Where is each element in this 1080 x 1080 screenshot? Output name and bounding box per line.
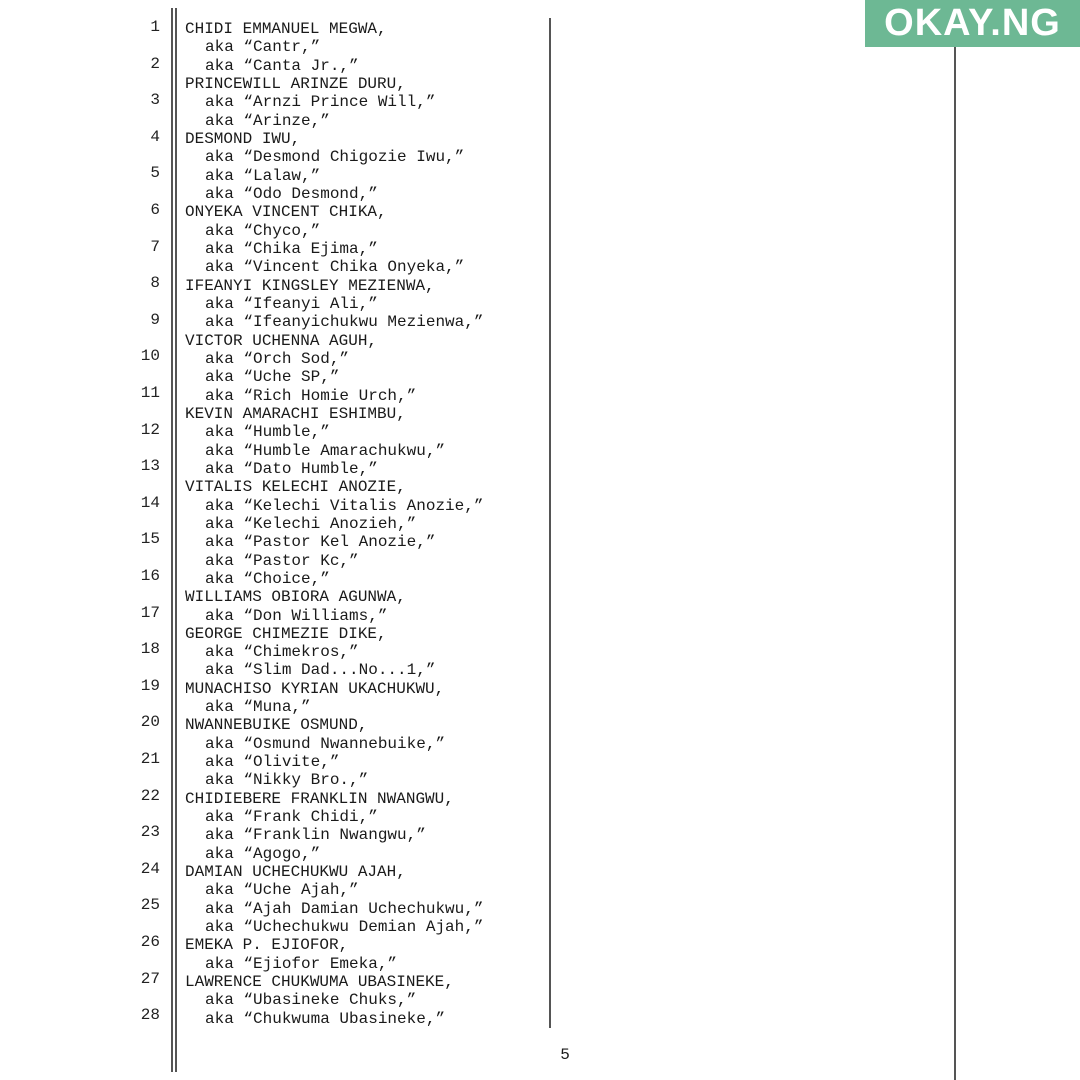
left-margin-rule-inner xyxy=(175,8,177,1072)
line-number: 19 xyxy=(140,676,160,695)
line-number: 4 xyxy=(150,127,160,146)
defendant-name: DESMOND IWU, xyxy=(185,129,301,148)
defendant-alias: aka “Arnzi Prince Will,” xyxy=(205,93,436,112)
defendant-alias: aka “Chyco,” xyxy=(205,221,321,240)
defendant-list xyxy=(185,20,483,1028)
defendant-alias: aka “Nikky Bro.,” xyxy=(205,771,369,790)
defendant-name: NWANNEBUIKE OSMUND, xyxy=(185,716,368,735)
line-number: 15 xyxy=(140,530,160,549)
line-number: 13 xyxy=(140,457,160,476)
defendant-name: IFEANYI KINGSLEY MEZIENWA, xyxy=(185,276,435,295)
defendant-alias: aka “Ifeanyi Ali,” xyxy=(205,294,378,313)
defendant-name: CHIDIEBERE FRANKLIN NWANGWU, xyxy=(185,789,454,808)
line-number: 12 xyxy=(140,420,160,439)
defendant-alias: aka “Kelechi Anozieh,” xyxy=(205,514,417,533)
defendant-alias: aka “Humble,” xyxy=(205,423,330,442)
defendant-name: MUNACHISO KYRIAN UKACHUKWU, xyxy=(185,679,445,698)
page-number: 5 xyxy=(560,1046,570,1064)
defendant-alias: aka “Pastor Kc,” xyxy=(205,551,359,570)
line-number: 1 xyxy=(150,18,160,36)
left-margin-rule xyxy=(171,8,173,1072)
defendant-alias: aka “Uchechukwu Demian Ajah,” xyxy=(205,918,484,937)
defendant-alias: aka “Ejiofor Emeka,” xyxy=(205,954,398,973)
line-number: 20 xyxy=(140,713,160,732)
line-number: 21 xyxy=(140,750,160,768)
defendant-alias: aka “Ubasineke Chuks,” xyxy=(205,991,417,1010)
line-number: 22 xyxy=(140,786,160,805)
defendant-alias: aka “Orch Sod,” xyxy=(205,349,350,368)
line-number: 9 xyxy=(150,310,160,329)
defendant-alias: aka “Odo Desmond,” xyxy=(205,184,378,203)
line-number: 24 xyxy=(140,859,160,878)
defendant-alias: aka “Ajah Damian Uchechukwu,” xyxy=(205,899,484,918)
line-number: 17 xyxy=(140,603,160,622)
defendant-name: DAMIAN UCHECHUKWU AJAH, xyxy=(185,863,406,882)
line-number: 11 xyxy=(140,384,160,402)
defendant-name: KEVIN AMARACHI ESHIMBU, xyxy=(185,404,406,423)
defendant-alias: aka “Uche Ajah,” xyxy=(205,881,359,900)
line-number: 8 xyxy=(150,274,160,293)
defendant-alias: aka “Ifeanyichukwu Mezienwa,” xyxy=(205,313,484,332)
defendant-alias: aka “Chimekros,” xyxy=(205,643,359,662)
defendant-alias: aka “Agogo,” xyxy=(205,844,321,863)
line-number: 25 xyxy=(140,896,160,915)
defendant-alias: aka “Desmond Chigozie Iwu,” xyxy=(205,148,465,167)
line-number: 16 xyxy=(140,567,160,585)
defendant-alias: aka “Cantr,” xyxy=(205,38,321,57)
defendant-alias: aka “Franklin Nwangwu,” xyxy=(205,826,426,845)
okay-ng-logo: OKAY.NG xyxy=(865,0,1080,47)
defendant-alias: aka “Don Williams,” xyxy=(205,606,388,625)
defendant-name: WILLIAMS OBIORA AGUNWA, xyxy=(185,588,406,607)
line-number: 7 xyxy=(150,237,160,256)
line-number: 6 xyxy=(150,201,160,219)
defendant-name: ONYEKA VINCENT CHIKA, xyxy=(185,203,387,222)
defendant-alias: aka “Arinze,” xyxy=(205,111,330,130)
column-right-rule xyxy=(549,18,551,1028)
defendant-alias: aka “Osmund Nwannebuike,” xyxy=(205,734,446,753)
defendant-alias: aka “Rich Homie Urch,” xyxy=(205,386,417,405)
defendant-alias: aka “Chukwuma Ubasineke,” xyxy=(205,1009,446,1028)
line-number: 23 xyxy=(140,823,160,842)
defendant-alias: aka “Olivite,” xyxy=(205,753,340,772)
defendant-alias: aka “Frank Chidi,” xyxy=(205,808,378,827)
defendant-name: LAWRENCE CHUKWUMA UBASINEKE, xyxy=(185,973,454,992)
defendant-name: EMEKA P. EJIOFOR, xyxy=(185,936,349,955)
line-number: 2 xyxy=(150,54,160,73)
defendant-alias: aka “Lalaw,” xyxy=(205,166,321,185)
defendant-alias: aka “Pastor Kel Anozie,” xyxy=(205,533,436,552)
defendant-alias: aka “Humble Amarachukwu,” xyxy=(205,441,446,460)
defendant-name: VICTOR UCHENNA AGUH, xyxy=(185,331,378,350)
line-number: 14 xyxy=(140,493,160,512)
line-number: 3 xyxy=(150,91,160,110)
page-right-rule xyxy=(954,0,956,1080)
line-number: 5 xyxy=(150,164,160,183)
defendant-alias: aka “Canta Jr.,” xyxy=(205,56,359,75)
defendant-alias: aka “Vincent Chika Onyeka,” xyxy=(205,258,465,277)
defendant-name: GEORGE CHIMEZIE DIKE, xyxy=(185,624,387,643)
defendant-alias: aka “Uche SP,” xyxy=(205,368,340,387)
defendant-name: CHIDI EMMANUEL MEGWA, xyxy=(185,20,387,38)
line-number: 26 xyxy=(140,933,160,951)
defendant-name: VITALIS KELECHI ANOZIE, xyxy=(185,478,406,497)
defendant-alias: aka “Slim Dad...No...1,” xyxy=(205,661,436,680)
line-number: 27 xyxy=(140,969,160,988)
defendant-alias: aka “Chika Ejima,” xyxy=(205,239,378,258)
defendant-alias: aka “Muna,” xyxy=(205,698,311,717)
defendant-alias: aka “Kelechi Vitalis Anozie,” xyxy=(205,496,484,515)
defendant-name: PRINCEWILL ARINZE DURU, xyxy=(185,74,406,93)
line-number: 18 xyxy=(140,640,160,659)
line-number: 28 xyxy=(140,1006,160,1025)
defendant-alias: aka “Choice,” xyxy=(205,569,330,588)
line-number: 10 xyxy=(140,347,160,366)
defendant-alias: aka “Dato Humble,” xyxy=(205,459,378,478)
